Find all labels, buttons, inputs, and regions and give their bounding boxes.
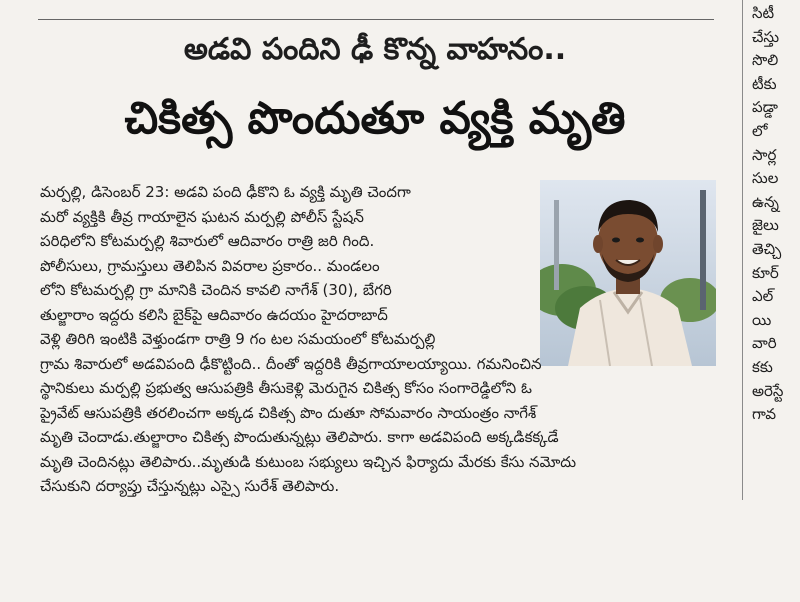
side-line: సిటీ [752, 4, 775, 22]
side-line: ఎల్ [752, 287, 774, 306]
side-line: ఉన్న [752, 192, 779, 211]
article-headline: చికిత్స పొందుతూ వ్యక్తి మృతి [124, 93, 626, 144]
side-line: గావ [752, 405, 777, 424]
article-body [40, 180, 715, 499]
side-line: సుల [752, 169, 779, 188]
side-line: కకు [752, 357, 773, 376]
body-line: పరిధిలోని కోటమర్పల్లి శివారులో ఆదివారం రాత్రి జరి గింది. [40, 232, 375, 250]
article-kicker: అడవి పందిని ఢీ కొన్న వాహనం.. [183, 32, 567, 67]
adjacent-column-fragment [752, 2, 800, 427]
side-line: జైలు [752, 216, 779, 235]
side-line: లో [752, 121, 768, 140]
previous-article-strip [40, 0, 710, 8]
body-line: చేసుకుని దర్యాప్తు చేస్తున్నట్లు ఎస్సై సురేశ్ తెలిపారు. [40, 477, 340, 495]
body-line: స్థానికులు మర్పల్లి ప్రభుత్వ ఆసుపత్రికి తీసుకెళ్లి మెరుగైన చికిత్స కోసం సంగారెడ్డిలోని ఓ [40, 379, 532, 397]
body-line: మరో వ్యక్తికి తీవ్ర గాయాలైన ఘటన మర్పల్లి పోలీస్ స్టేషన్ [40, 207, 364, 226]
body-line: పోలీసులు, గ్రామస్తులు తెలిపిన వివరాల ప్రకారం.. మండలం [40, 256, 380, 275]
body-line: మృతి చెందాడు.తుల్జారాం చికిత్స పొందుతున్నట్లు తెలిపారు. కాగా అడవిపంది అక్కడికక్కడే [40, 428, 559, 446]
side-line: చేస్తు [752, 27, 780, 46]
body-line: మృతి చెందినట్లు తెలిపారు..మృతుడి కుటుంబ సభ్యులు ఇచ్చిన ఫిర్యాదు మేరకు కేసు నమోదు [40, 452, 577, 471]
side-line: తెచ్చి [752, 239, 782, 258]
side-line: టీకు [752, 74, 777, 93]
side-line: సార్ల [752, 145, 777, 164]
body-line: తుల్జారాం ఇద్దరు కలిసి బైక్‌పై ఆదివారం ఉదయం హైదరాబాద్ [40, 305, 388, 324]
top-rule-divider [38, 19, 714, 20]
body-line: గ్రామ శివారులో అడవిపంది ఢీకొట్టింది.. దీంతో ఇద్దరికి తీవ్రగాయాలయ్యాయి. గమనించిన [40, 354, 542, 373]
body-line: వెళ్లి తిరిగి ఇంటికి వెళ్తుండగా రాత్రి 9 గం టల సమయంలో కోటమర్పల్లి [40, 330, 436, 348]
body-line: లోని కోటమర్పల్లి గ్రా మానికి చెందిన కావలి నాగేశ్ (30), బేగరి [40, 281, 392, 299]
side-line: కూర్ [752, 263, 779, 282]
body-line: ప్రైవేట్ ఆసుపత్రికి తరలించగా అక్కడ చికిత్స పొం దుతూ సోమవారం సాయంత్రం నాగేశ్ [40, 403, 537, 422]
side-line: అరెస్టే [752, 381, 784, 400]
column-divider [742, 0, 743, 500]
side-line: వారి [752, 334, 777, 353]
body-line: మర్పల్లి, డిసెంబర్ 23: అడవి పంది ఢీకొని ఓ వ్యక్తి మృతి చెందగా [40, 183, 411, 201]
side-line: యి [752, 310, 772, 329]
side-line: సొలి [752, 51, 779, 70]
side-line: పడ్డా [752, 98, 778, 117]
